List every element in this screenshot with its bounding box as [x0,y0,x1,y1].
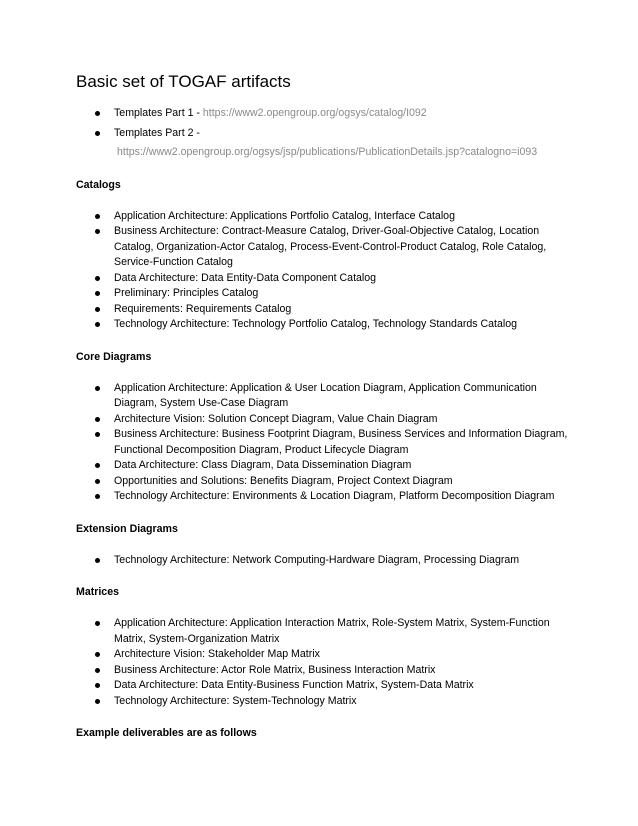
bullet-icon [95,683,100,688]
page-title: Basic set of TOGAF artifacts [76,72,291,91]
list-item [76,302,576,318]
list-item [76,678,576,694]
list-item-text: Architecture Vision: Stakeholder Map Matrix [114,648,320,660]
bullet-icon [95,479,100,484]
section-heading: Catalogs [76,178,121,191]
list-item [76,209,576,225]
bullet-icon [95,432,100,437]
list-item [76,474,576,490]
list-item [76,412,576,428]
list-item-text: Architecture Vision: Solution Concept Diagram, Value Chain Diagram [114,412,438,425]
list-item-text: Technology Architecture: Technology Portfolio Catalog, Technology Standards Catalog [114,318,518,330]
list-item [76,553,576,569]
list-item-text: Data Architecture: Data Entity-Business Function Matrix, System-Data Matrix [114,679,474,691]
list-item-text: Technology Architecture: Network Computing-Hardware Diagram, Processing Diagram [114,553,520,566]
section-extension-diagrams [76,522,576,569]
list-item [76,427,576,458]
section-list [76,616,576,709]
templates-part1-link[interactable]: https://www2.opengroup.org/ogsys/catalog/I092 [202,107,427,119]
list-item-text: Business Architecture: Contract-Measure Catalog, Driver-Goal-Objective Catalog, Location Catalog, Organization-Actor Catalog, Process-Event-Control-Product Catalog, Role Catalog, Service-Function Catalog [114,225,547,268]
list-item-text: Data Architecture: Data Entity-Data Component Catalog [114,271,377,284]
list-item [76,616,576,647]
list-item-text: Application Architecture: Applications Portfolio Catalog, Interface Catalog [114,209,455,222]
list-item [76,381,576,412]
section-heading: Core Diagrams [76,350,152,363]
section-core-diagrams [76,350,576,505]
sections-container [76,178,576,741]
section-heading: Matrices [76,586,119,598]
bullet-icon [95,668,100,673]
templates-list [76,106,576,161]
bullet-icon [95,214,100,219]
section-heading: Extension Diagrams [76,522,178,535]
list-item-text: Data Architecture: Class Diagram, Data Dissemination Diagram [114,459,412,471]
bullet-icon [95,494,100,499]
section-matrices [76,585,576,709]
bullet-icon [95,417,100,422]
list-item [76,317,576,333]
list-item-text: Business Architecture: Actor Role Matrix, Business Interaction Matrix [114,663,436,676]
section-list [76,209,576,333]
list-item [76,489,576,505]
list-item-text: Opportunities and Solutions: Benefits Diagram, Project Context Diagram [114,474,453,487]
section-heading: Example deliverables are as follows [76,727,257,739]
bullet-icon [95,621,100,626]
list-item [76,663,576,679]
list-item [76,647,576,663]
list-item-text: Preliminary: Principles Catalog [114,287,259,299]
bullet-icon [95,558,100,563]
bullet-icon [95,463,100,468]
bullet-icon [95,131,100,136]
bullet-icon [95,291,100,296]
list-item [76,126,576,161]
list-item [76,694,576,710]
list-item [76,458,576,474]
section-example-deliverables-are-as-follows [76,726,576,740]
bullet-icon [95,276,100,281]
list-item-text: Technology Architecture: System-Technology Matrix [114,694,357,707]
section-list [76,553,576,569]
bullet-icon [95,386,100,391]
list-item [76,271,576,287]
bullet-icon [95,699,100,704]
document-page [76,70,576,740]
templates-part2-link[interactable]: https://www2.opengroup.org/ogsys/jsp/publications/PublicationDetails.jsp?catalogno=i093 [117,146,538,158]
bullet-icon [95,111,100,116]
section-list [76,381,576,505]
list-item-text: Business Architecture: Business Footprint Diagram, Business Services and Information Diagram, Functional Decomposition Diagram, Product Lifecycle Diagram [114,428,568,456]
bullet-icon [95,652,100,657]
bullet-icon [95,307,100,312]
list-item-text: Application Architecture: Application Interaction Matrix, Role-System Matrix, System-Function Matrix, System-Organization Matrix [114,617,550,645]
list-item [76,286,576,302]
bullet-icon [95,322,100,327]
section-catalogs [76,178,576,333]
list-item-text: Application Architecture: Application & User Location Diagram, Application Communication Diagram, System Use-Case Diagram [114,381,537,409]
list-item [76,224,576,271]
list-item [76,106,576,122]
list-item-text: Technology Architecture: Environments & Location Diagram, Platform Decomposition Diagram [114,490,555,502]
bullet-icon [95,229,100,234]
templates-part1-label: Templates Part 1 - [114,107,203,119]
list-item-text: Requirements: Requirements Catalog [114,302,292,315]
templates-part2-label: Templates Part 2 - [114,126,200,139]
